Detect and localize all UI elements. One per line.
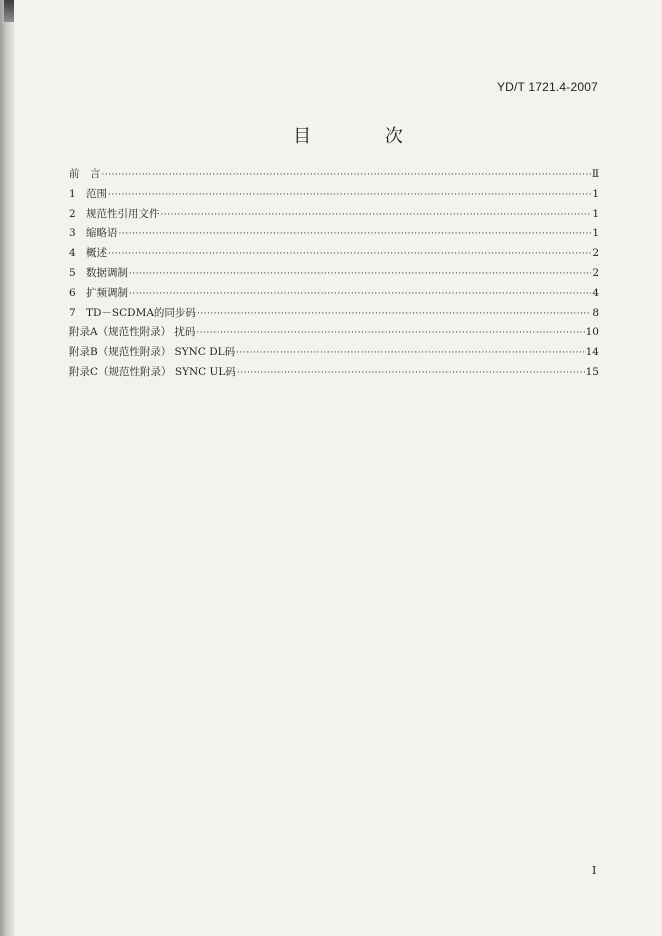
toc-entry-page: 1 [592,187,599,200]
document-code: YD/T 1721.4-2007 [496,80,598,94]
toc-leader-dots [237,364,585,384]
toc-entry-label: 附录B（规范性附录） SYNC DL码 [69,346,236,359]
toc-entry-page: 8 [592,306,599,319]
toc-entry-page: 14 [585,346,599,359]
toc-leader-dots [129,285,591,305]
toc-entry-page: 1 [592,227,599,240]
toc-entry-appendix-b[interactable] [69,343,599,363]
toc-entry-page: 1 [592,207,599,220]
toc-entry-appendix-a[interactable] [69,323,599,343]
toc-title: 目 次 [293,126,437,147]
toc-entry-number: 3 [69,227,76,240]
toc-entry-page: 4 [592,286,599,299]
toc-entry-foreword[interactable] [69,165,599,185]
scan-edge-mark [4,0,14,22]
toc-entry-page: 10 [585,326,599,339]
table-of-contents [69,165,599,383]
toc-entry-label: 前 言 [69,168,101,180]
page-number: I [592,864,597,877]
toc-entry-number: 6 [69,286,76,299]
toc-entry-sync-codes[interactable] [69,304,599,324]
toc-leader-dots [108,186,591,206]
toc-entry-abbreviations[interactable] [69,224,599,244]
toc-entry-number: 1 [69,187,76,200]
toc-entry-number: 7 [69,306,76,319]
toc-entry-spreading-modulation[interactable] [69,284,599,304]
toc-entry-label: 缩略语 [86,227,118,240]
toc-entry-page: 2 [592,247,599,260]
toc-entry-label: 扩频调制 [86,286,128,299]
toc-entry-label: 规范性引用文件 [86,207,160,220]
toc-leader-dots [129,265,591,285]
toc-entry-appendix-c[interactable] [69,363,599,383]
toc-entry-overview[interactable] [69,244,599,264]
toc-leader-dots [197,305,591,325]
toc-entry-number: 2 [69,207,76,220]
toc-leader-dots [236,344,584,364]
toc-entry-page: 2 [592,266,599,279]
toc-leader-dots [102,166,591,186]
toc-entry-page: 15 [585,365,599,378]
toc-leader-dots [196,324,584,344]
toc-entry-number: 5 [69,266,76,279]
toc-entry-label: 概述 [86,247,107,260]
toc-entry-label: 范围 [86,187,107,200]
toc-leader-dots [119,225,592,245]
toc-entry-label: TD－SCDMA的同步码 [86,306,196,319]
toc-entry-scope[interactable] [69,185,599,205]
toc-entry-normative-references[interactable] [69,205,599,225]
toc-leader-dots [161,206,592,226]
toc-entry-page: Ⅱ [591,168,599,180]
toc-entry-number: 4 [69,247,76,260]
toc-entry-label: 数据调制 [86,266,128,279]
toc-entry-data-modulation[interactable] [69,264,599,284]
toc-leader-dots [108,245,591,265]
toc-entry-label: 附录C（规范性附录） SYNC UL码 [69,365,236,378]
toc-entry-label: 附录A（规范性附录） 扰码 [69,326,196,339]
